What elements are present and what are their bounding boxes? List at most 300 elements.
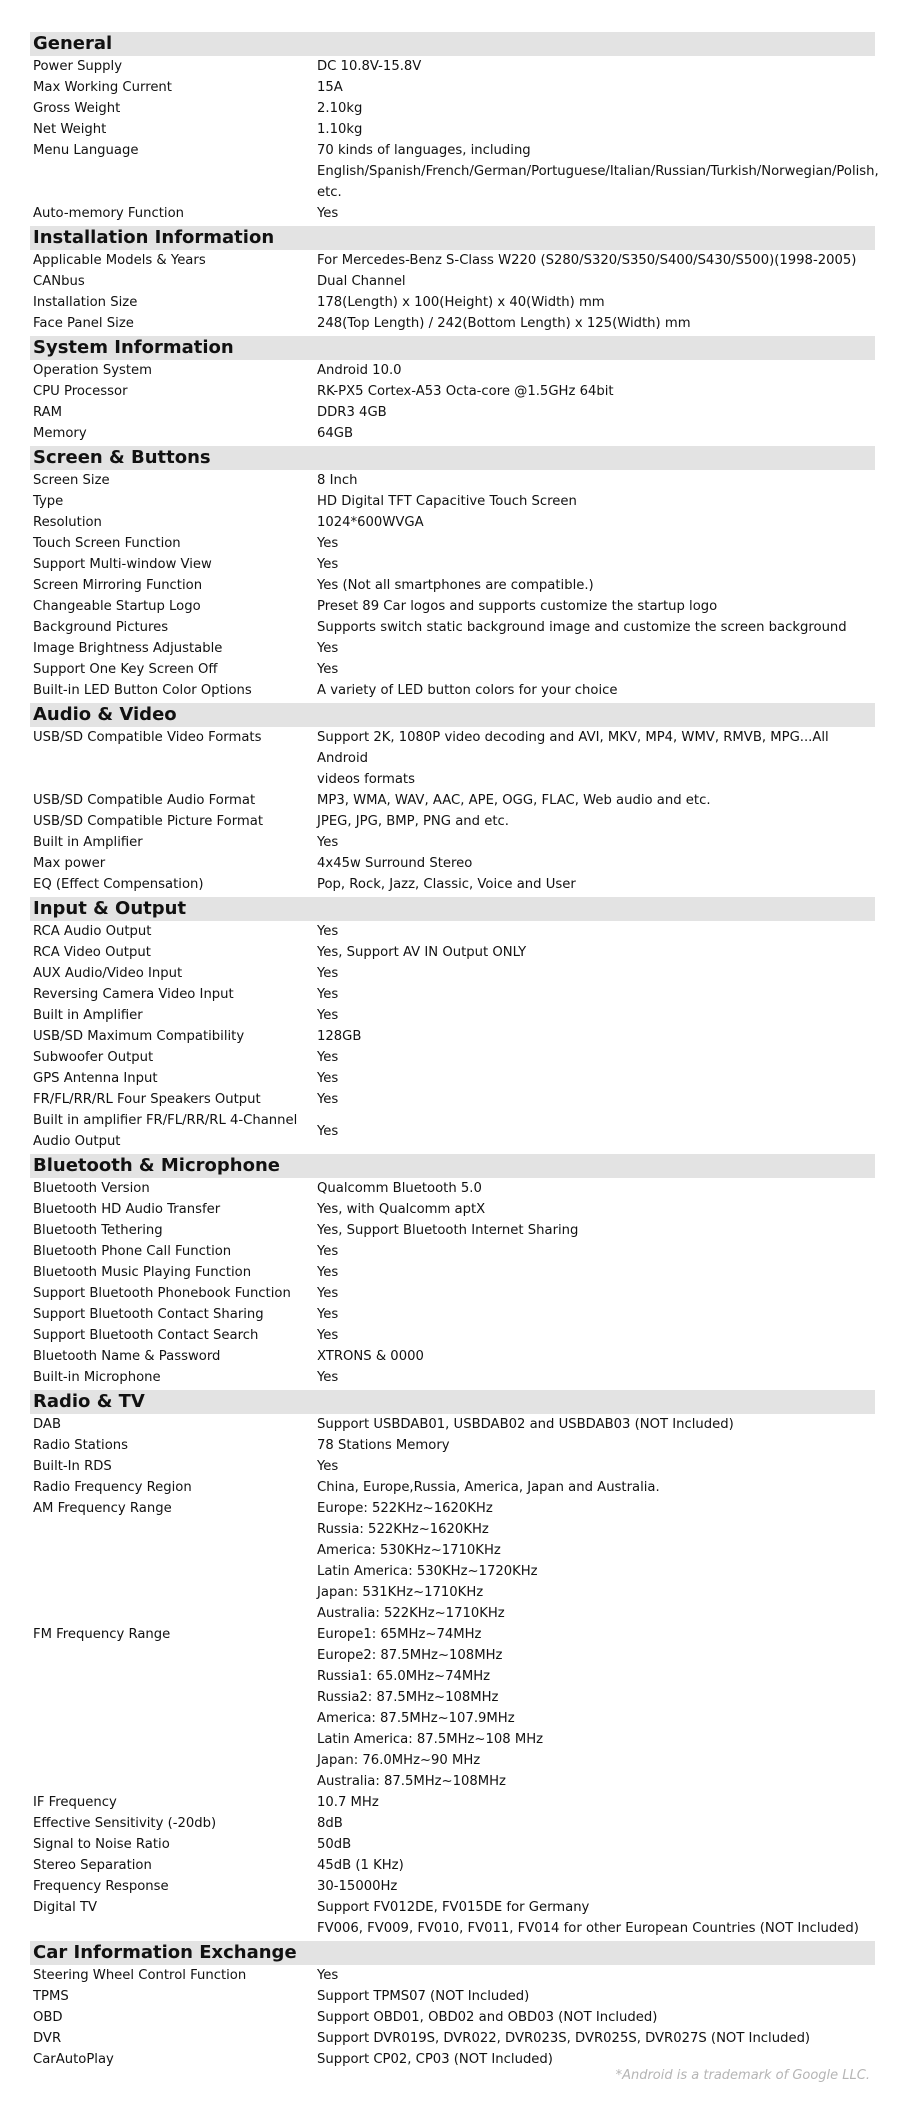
spec-value: [317, 512, 875, 533]
spec-value: [317, 402, 875, 423]
spec-value-line: 1.10kg: [317, 122, 363, 137]
spec-label: Power Supply: [33, 59, 123, 74]
spec-value-line: DDR3 4GB: [317, 405, 387, 420]
spec-label: Resolution: [33, 515, 102, 530]
spec-value-line: 15A: [317, 80, 343, 95]
spec-label: Auto-memory Function: [33, 206, 185, 221]
spec-row: [30, 1367, 875, 1388]
spec-value-line: 8dB: [317, 1816, 343, 1831]
spec-value-line: Yes: [317, 1968, 339, 1983]
spec-value-line: 2.10kg: [317, 101, 363, 116]
spec-label: Bluetooth Phone Call Function: [33, 1244, 232, 1259]
spec-value-line: Latin America: 530KHz~1720KHz: [317, 1564, 538, 1579]
spec-row: [30, 1414, 875, 1435]
spec-label: RCA Audio Output: [33, 924, 152, 939]
spec-row: [30, 1089, 875, 1110]
spec-row: [30, 1986, 875, 2007]
spec-label: USB/SD Compatible Audio Format: [33, 793, 256, 808]
spec-row: [30, 1876, 875, 1897]
spec-value-line: Yes: [317, 1265, 339, 1280]
spec-value: [317, 1367, 875, 1388]
spec-value-line: Support DVR019S, DVR022, DVR023S, DVR025S, DVR027S (NOT Included): [317, 2031, 811, 2046]
spec-value: [317, 250, 875, 271]
spec-value: [317, 360, 875, 381]
spec-row: [30, 119, 875, 140]
section-audio-video: [30, 703, 875, 895]
spec-row: [30, 942, 875, 963]
spec-row: [30, 250, 875, 271]
spec-value-line: Support OBD01, OBD02 and OBD03 (NOT Included): [317, 2010, 658, 2025]
spec-value-line: English/Spanish/French/German/Portuguese/Italian/Russian/Turkish/Norwegian/Polish,: [317, 164, 879, 179]
spec-label: Changeable Startup Logo: [33, 599, 201, 614]
spec-row: [30, 1262, 875, 1283]
spec-value: [317, 1304, 875, 1325]
section-heading: General: [30, 32, 875, 56]
spec-value: [317, 2028, 875, 2049]
spec-row: [30, 727, 875, 790]
spec-value: [317, 921, 875, 942]
spec-value: [317, 1199, 875, 1220]
spec-value-line: A variety of LED button colors for your choice: [317, 683, 618, 698]
spec-label: FM Frequency Range: [33, 1627, 171, 1642]
spec-label: Support One Key Screen Off: [33, 662, 218, 677]
spec-row: [30, 963, 875, 984]
spec-value-line: 50dB: [317, 1837, 352, 1852]
spec-label: AM Frequency Range: [33, 1501, 172, 1516]
spec-value: [317, 1456, 875, 1477]
spec-row: [30, 984, 875, 1005]
spec-value-line: 1024*600WVGA: [317, 515, 424, 530]
spec-value-line: Europe2: 87.5MHz~108MHz: [317, 1648, 503, 1663]
spec-value-line: Yes: [317, 641, 339, 656]
spec-value-line: Japan: 531KHz~1710KHz: [317, 1585, 484, 1600]
spec-label: Background Pictures: [33, 620, 169, 635]
section-heading: Input & Output: [30, 897, 875, 921]
spec-value: [317, 491, 875, 512]
spec-value-line: Android 10.0: [317, 363, 402, 378]
spec-row: [30, 402, 875, 423]
spec-row: [30, 1792, 875, 1813]
spec-label: CPU Processor: [33, 384, 128, 399]
section-heading: Car Information Exchange: [30, 1941, 875, 1965]
spec-row: [30, 313, 875, 334]
spec-row: [30, 1304, 875, 1325]
spec-row: [30, 512, 875, 533]
spec-label: USB/SD Maximum Compatibility: [33, 1029, 245, 1044]
spec-label: USB/SD Compatible Video Formats: [33, 730, 262, 745]
spec-label: Stereo Separation: [33, 1858, 152, 1873]
spec-label: Support Bluetooth Contact Sharing: [33, 1307, 264, 1322]
spec-value-line: Yes: [317, 1370, 339, 1385]
spec-value: [317, 1068, 875, 1089]
spec-value: [317, 1121, 875, 1142]
spec-value-line: Support 2K, 1080P video decoding and AVI, MKV, MP4, WMV, RMVB, MPG...All Android: [317, 730, 833, 766]
spec-row: [30, 921, 875, 942]
spec-value: [317, 1325, 875, 1346]
spec-row: [30, 1435, 875, 1456]
spec-label: Signal to Noise Ratio: [33, 1837, 170, 1852]
spec-row: [30, 1241, 875, 1262]
spec-label: Max Working Current: [33, 80, 172, 95]
spec-row: [30, 874, 875, 895]
spec-value: [317, 1965, 875, 1986]
spec-value: [317, 423, 875, 444]
spec-value-line: 78 Stations Memory: [317, 1438, 450, 1453]
spec-value-line: Russia1: 65.0MHz~74MHz: [317, 1669, 491, 1684]
spec-row: [30, 271, 875, 292]
spec-label: RCA Video Output: [33, 945, 151, 960]
spec-label: CarAutoPlay: [33, 2052, 114, 2067]
spec-row: [30, 1456, 875, 1477]
spec-label: Steering Wheel Control Function: [33, 1968, 247, 1983]
spec-row: [30, 1068, 875, 1089]
spec-label: Operation System: [33, 363, 152, 378]
spec-value-line: XTRONS & 0000: [317, 1349, 424, 1364]
spec-value-line: Qualcomm Bluetooth 5.0: [317, 1181, 482, 1196]
spec-value: [317, 790, 875, 811]
spec-label: DAB: [33, 1417, 61, 1432]
spec-value-line: Yes, Support Bluetooth Internet Sharing: [317, 1223, 579, 1238]
spec-value: [317, 1986, 875, 2007]
spec-value-line: Support USBDAB01, USBDAB02 and USBDAB03 (NOT Included): [317, 1417, 734, 1432]
spec-label: Radio Stations: [33, 1438, 129, 1453]
spec-value-line: Yes, Support AV IN Output ONLY: [317, 945, 527, 960]
spec-label: Bluetooth HD Audio Transfer: [33, 1202, 221, 1217]
spec-value-line: Yes: [317, 987, 339, 1002]
section-screen-buttons: [30, 446, 875, 701]
spec-value: [317, 727, 875, 790]
spec-value-line: Pop, Rock, Jazz, Classic, Voice and User: [317, 877, 576, 892]
spec-value: [317, 203, 875, 224]
spec-value-line: Yes: [317, 1092, 339, 1107]
spec-label: Built in Amplifier: [33, 835, 143, 850]
spec-label: Digital TV: [33, 1900, 98, 1915]
spec-row: [30, 1199, 875, 1220]
section-heading: Bluetooth & Microphone: [30, 1154, 875, 1178]
spec-value: [317, 984, 875, 1005]
section-bluetooth-microphone: [30, 1154, 875, 1388]
spec-row: [30, 680, 875, 701]
spec-value: [317, 140, 879, 203]
spec-label: Bluetooth Tethering: [33, 1223, 163, 1238]
spec-value: [317, 554, 875, 575]
spec-value-line: 70 kinds of languages, including: [317, 143, 531, 158]
spec-label: Subwoofer Output: [33, 1050, 154, 1065]
section-general: [30, 32, 879, 224]
spec-row: [30, 2049, 875, 2070]
spec-value-line: Support FV012DE, FV015DE for Germany: [317, 1900, 590, 1915]
spec-value: [317, 1026, 875, 1047]
spec-value: [317, 1435, 875, 1456]
spec-label: Built-in Microphone: [33, 1370, 161, 1385]
spec-label: IF Frequency: [33, 1795, 117, 1810]
spec-value-line: Russia: 522KHz~1620KHz: [317, 1522, 489, 1537]
spec-value: [317, 381, 875, 402]
spec-label: Support Bluetooth Contact Search: [33, 1328, 259, 1343]
spec-value: [317, 1089, 875, 1110]
spec-value: [317, 853, 875, 874]
spec-value-line: Yes: [317, 1307, 339, 1322]
section-system-information: [30, 336, 875, 444]
spec-value: [317, 1792, 875, 1813]
spec-row: [30, 617, 875, 638]
spec-row: [30, 596, 875, 617]
section-radio-tv: [30, 1390, 875, 1939]
spec-value-line: 45dB (1 KHz): [317, 1858, 404, 1873]
spec-value: [317, 1624, 875, 1792]
spec-value-line: Latin America: 87.5MHz~108 MHz: [317, 1732, 544, 1747]
spec-value-line: Japan: 76.0MHz~90 MHz: [317, 1753, 481, 1768]
spec-value: [317, 56, 875, 77]
spec-value: [317, 1005, 875, 1026]
spec-value: [317, 1047, 875, 1068]
spec-value: [317, 271, 875, 292]
spec-label: EQ (Effect Compensation): [33, 877, 204, 892]
spec-row: [30, 2028, 875, 2049]
spec-label: CANbus: [33, 274, 85, 289]
spec-label: Net Weight: [33, 122, 107, 137]
spec-row: [30, 491, 875, 512]
spec-label: FR/FL/RR/RL Four Speakers Output: [33, 1092, 261, 1107]
spec-value: [317, 77, 875, 98]
spec-value: [317, 942, 875, 963]
spec-value-line: 178(Length) x 100(Height) x 40(Width) mm: [317, 295, 605, 310]
spec-value-line: Yes: [317, 1459, 339, 1474]
spec-label: Built in amplifier FR/FL/RR/RL 4-Channel Audio Output: [33, 1113, 298, 1149]
spec-value: [317, 1498, 875, 1624]
spec-value-line: 8 Inch: [317, 473, 358, 488]
section-heading: Screen & Buttons: [30, 446, 875, 470]
spec-value-line: Europe: 522KHz~1620KHz: [317, 1501, 493, 1516]
spec-label: Memory: [33, 426, 87, 441]
spec-value: [317, 811, 875, 832]
spec-row: [30, 98, 875, 119]
spec-value: [317, 292, 875, 313]
spec-label: Bluetooth Version: [33, 1181, 150, 1196]
spec-value: [317, 680, 875, 701]
spec-row: [30, 77, 875, 98]
spec-label: Installation Size: [33, 295, 138, 310]
spec-row: [30, 1110, 875, 1152]
spec-label: Frequency Response: [33, 1879, 169, 1894]
spec-value-line: Support CP02, CP03 (NOT Included): [317, 2052, 553, 2067]
section-car-information-exchange: [30, 1941, 875, 2070]
spec-value: [317, 1346, 875, 1367]
spec-label: Radio Frequency Region: [33, 1480, 192, 1495]
spec-row: [30, 1897, 875, 1939]
spec-value: [317, 874, 875, 895]
spec-value: [317, 1220, 875, 1241]
spec-label: Screen Mirroring Function: [33, 578, 203, 593]
spec-row: [30, 1178, 875, 1199]
spec-value-line: Yes: [317, 1050, 339, 1065]
spec-value-line: 4x45w Surround Stereo: [317, 856, 473, 871]
spec-value: [317, 1477, 875, 1498]
spec-row: [30, 203, 875, 224]
spec-value-line: videos formats: [317, 772, 415, 787]
spec-row: [30, 56, 875, 77]
spec-value-line: 248(Top Length) / 242(Bottom Length) x 125(Width) mm: [317, 316, 691, 331]
spec-label: Applicable Models & Years: [33, 253, 206, 268]
spec-row: [30, 832, 875, 853]
spec-value-line: Australia: 522KHz~1710KHz: [317, 1606, 505, 1621]
spec-row: [30, 360, 875, 381]
spec-value: [317, 832, 875, 853]
spec-row: [30, 423, 875, 444]
spec-label: Effective Sensitivity (-20db): [33, 1816, 217, 1831]
spec-label: Built-In RDS: [33, 1459, 112, 1474]
spec-value-line: Yes: [317, 1328, 339, 1343]
spec-value-line: Yes: [317, 924, 339, 939]
spec-label: Screen Size: [33, 473, 110, 488]
spec-label: Image Brightness Adjustable: [33, 641, 223, 656]
spec-label: Max power: [33, 856, 106, 871]
spec-label: Support Bluetooth Phonebook Function: [33, 1286, 291, 1301]
spec-row: [30, 533, 875, 554]
spec-value-line: Yes: [317, 1286, 339, 1301]
spec-value-line: Yes: [317, 1123, 339, 1139]
spec-value-line: Australia: 87.5MHz~108MHz: [317, 1774, 506, 1789]
spec-value-line: China, Europe,Russia, America, Japan and Australia.: [317, 1480, 660, 1495]
spec-value-line: etc.: [317, 185, 342, 200]
spec-value-line: MP3, WMA, WAV, AAC, APE, OGG, FLAC, Web audio and etc.: [317, 793, 711, 808]
spec-value: [317, 1834, 875, 1855]
spec-label: GPS Antenna Input: [33, 1071, 158, 1086]
spec-value-line: Yes: [317, 662, 339, 677]
spec-label: Gross Weight: [33, 101, 121, 116]
spec-value: [317, 470, 875, 491]
spec-row: [30, 470, 875, 491]
spec-row: [30, 381, 875, 402]
spec-row: [30, 1498, 875, 1624]
spec-value: [317, 1897, 875, 1939]
spec-value: [317, 963, 875, 984]
spec-value-line: For Mercedes-Benz S-Class W220 (S280/S320/S350/S400/S430/S500)(1998-2005): [317, 253, 857, 268]
spec-value-line: Europe1: 65MHz~74MHz: [317, 1627, 482, 1642]
spec-value-line: DC 10.8V-15.8V: [317, 59, 422, 74]
spec-value-line: America: 87.5MHz~107.9MHz: [317, 1711, 515, 1726]
spec-row: [30, 292, 875, 313]
spec-label: Reversing Camera Video Input: [33, 987, 234, 1002]
spec-value: [317, 596, 875, 617]
spec-value: [317, 1178, 875, 1199]
spec-row: [30, 554, 875, 575]
spec-label: Built in Amplifier: [33, 1008, 143, 1023]
spec-value: [317, 2049, 875, 2070]
spec-row: [30, 1965, 875, 1986]
spec-value: [317, 1241, 875, 1262]
spec-row: [30, 1346, 875, 1367]
spec-value-line: Preset 89 Car logos and supports customize the startup logo: [317, 599, 718, 614]
spec-value-line: Yes, with Qualcomm aptX: [317, 1202, 486, 1217]
spec-value: [317, 1262, 875, 1283]
spec-label: Bluetooth Name & Password: [33, 1349, 221, 1364]
spec-value-line: Yes: [317, 1071, 339, 1086]
section-heading: Installation Information: [30, 226, 875, 250]
spec-label: Built-in LED Button Color Options: [33, 683, 252, 698]
spec-value-line: Yes (Not all smartphones are compatible.): [317, 578, 594, 593]
section-input-output: [30, 897, 875, 1152]
spec-value-line: Yes: [317, 1008, 339, 1023]
spec-value-line: FV006, FV009, FV010, FV011, FV014 for other European Countries (NOT Included): [317, 1921, 859, 1936]
spec-value-line: RK-PX5 Cortex-A53 Octa-core @1.5GHz 64bit: [317, 384, 614, 399]
spec-row: [30, 790, 875, 811]
spec-row: [30, 1047, 875, 1068]
spec-value-line: 30-15000Hz: [317, 1879, 398, 1894]
spec-row: [30, 1624, 875, 1792]
spec-value: [317, 617, 875, 638]
spec-row: [30, 1813, 875, 1834]
spec-row: [30, 638, 875, 659]
spec-value-line: Yes: [317, 966, 339, 981]
spec-value-line: JPEG, JPG, BMP, PNG and etc.: [317, 814, 509, 829]
spec-value: [317, 98, 875, 119]
trademark-footnote: *Android is a trademark of Google LLC.: [615, 2068, 870, 2083]
spec-value-line: Support TPMS07 (NOT Included): [317, 1989, 530, 2004]
spec-value: [317, 1813, 875, 1834]
spec-value: [317, 638, 875, 659]
spec-label: AUX Audio/Video Input: [33, 966, 183, 981]
spec-row: [30, 1477, 875, 1498]
spec-label: OBD: [33, 2010, 63, 2025]
spec-value-line: 128GB: [317, 1029, 362, 1044]
spec-label: Type: [33, 494, 64, 509]
spec-row: [30, 1855, 875, 1876]
section-heading: Audio & Video: [30, 703, 875, 727]
spec-value: [317, 119, 875, 140]
spec-value: [317, 1283, 875, 1304]
spec-value: [317, 313, 875, 334]
spec-label: Support Multi-window View: [33, 557, 212, 572]
section-heading: System Information: [30, 336, 875, 360]
spec-value: [317, 659, 875, 680]
spec-row: [30, 1220, 875, 1241]
spec-value: [317, 1414, 875, 1435]
spec-value-line: HD Digital TFT Capacitive Touch Screen: [317, 494, 577, 509]
spec-row: [30, 1005, 875, 1026]
spec-value-line: Dual Channel: [317, 274, 406, 289]
spec-row: [30, 1325, 875, 1346]
spec-row: [30, 575, 875, 596]
section-installation-information: [30, 226, 875, 334]
spec-label: Bluetooth Music Playing Function: [33, 1265, 252, 1280]
spec-label: Touch Screen Function: [33, 536, 181, 551]
spec-label: Face Panel Size: [33, 316, 134, 331]
spec-value: [317, 1876, 875, 1897]
spec-label: TPMS: [33, 1989, 69, 2004]
spec-value-line: Yes: [317, 1244, 339, 1259]
spec-label: RAM: [33, 405, 63, 420]
spec-value-line: Yes: [317, 536, 339, 551]
spec-row: [30, 140, 879, 203]
spec-row: [30, 1026, 875, 1047]
spec-value: [317, 575, 875, 596]
spec-row: [30, 811, 875, 832]
spec-label: USB/SD Compatible Picture Format: [33, 814, 263, 829]
spec-value: [317, 1855, 875, 1876]
spec-label: DVR: [33, 2031, 62, 2046]
spec-value-line: Russia2: 87.5MHz~108MHz: [317, 1690, 499, 1705]
spec-value-line: Yes: [317, 835, 339, 850]
spec-value-line: 64GB: [317, 426, 354, 441]
spec-value: [317, 533, 875, 554]
spec-value-line: America: 530KHz~1710KHz: [317, 1543, 501, 1558]
spec-row: [30, 659, 875, 680]
spec-label: Menu Language: [33, 143, 139, 158]
spec-value-line: 10.7 MHz: [317, 1795, 379, 1810]
spec-row: [30, 2007, 875, 2028]
spec-sheet: [30, 30, 879, 2070]
